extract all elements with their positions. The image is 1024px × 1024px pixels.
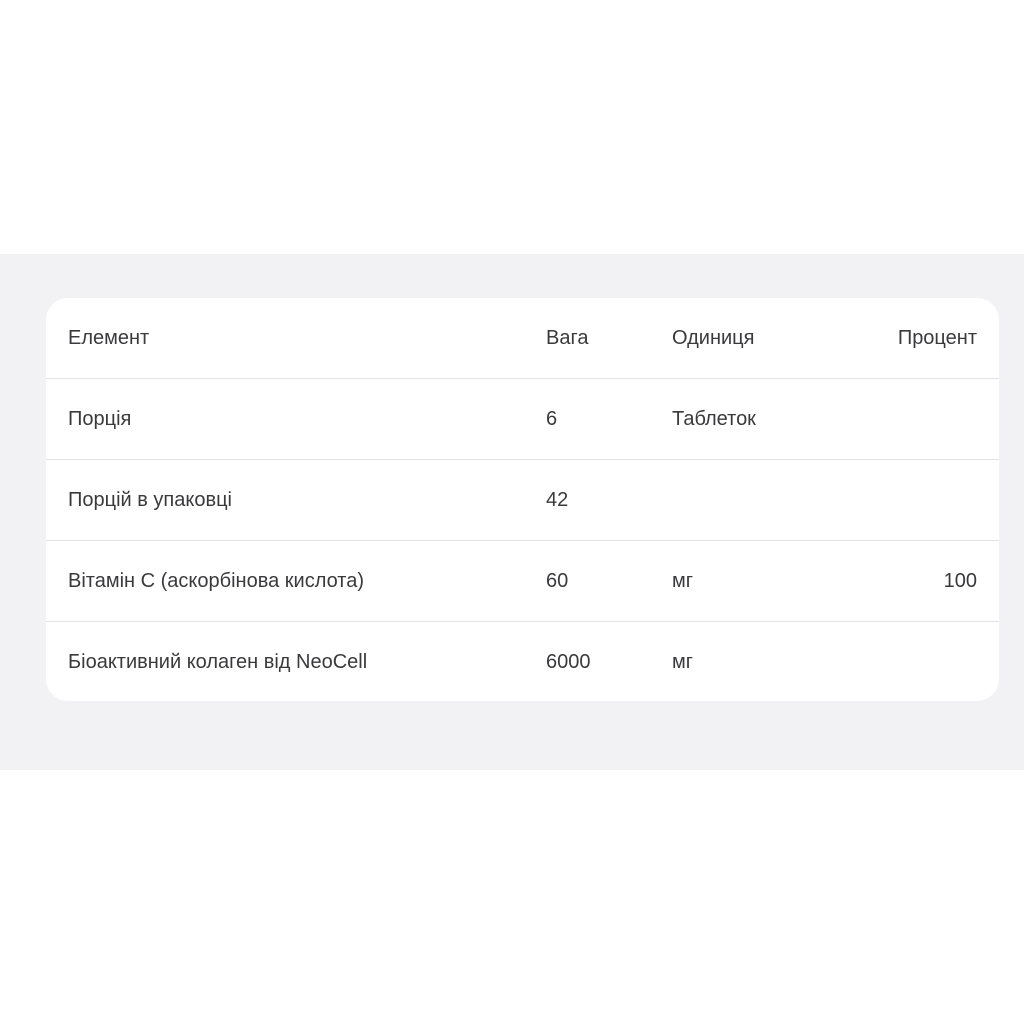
cell-element: Порцій в упаковці xyxy=(68,489,233,511)
header-element: Елемент xyxy=(68,327,150,349)
table-row xyxy=(46,541,999,622)
cell-percent: 100 xyxy=(943,570,977,592)
cell-element: Вітамін С (аскорбінова кислота) xyxy=(68,570,365,592)
cell-weight: 60 xyxy=(546,570,569,592)
cell-element: Порція xyxy=(68,408,132,430)
cell-unit: мг xyxy=(672,570,694,592)
header-unit: Одиниця xyxy=(672,327,755,349)
header-percent: Процент xyxy=(897,327,977,349)
nutrition-table xyxy=(46,298,999,701)
header-weight: Вага xyxy=(546,327,589,349)
table-row xyxy=(46,379,999,460)
cell-weight: 6 xyxy=(546,408,558,430)
cell-unit: мг xyxy=(672,651,694,673)
cell-unit: Таблеток xyxy=(672,408,756,430)
table-row xyxy=(46,622,999,701)
cell-element: Біоактивний колаген від NeoCell xyxy=(68,651,368,673)
cell-weight: 42 xyxy=(546,489,569,511)
content-band xyxy=(0,254,1024,770)
table-header-row xyxy=(46,298,999,379)
table-row xyxy=(46,460,999,541)
cell-weight: 6000 xyxy=(546,651,591,673)
